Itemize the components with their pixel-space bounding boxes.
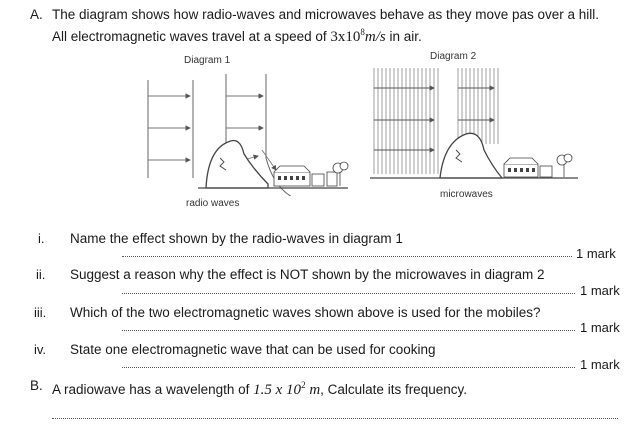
diagram2-title: Diagram 2 bbox=[430, 51, 477, 62]
section-a-intro-line2 bbox=[52, 24, 422, 46]
speed-exponent: 8 bbox=[360, 27, 365, 37]
section-b-label: B. bbox=[30, 378, 43, 393]
wavelength-coefficient: 1.5 x 10 bbox=[253, 382, 302, 398]
diagram1-radio-waves-figure bbox=[138, 66, 353, 196]
section-a-label: A. bbox=[30, 7, 43, 22]
mark-label: 1 mark bbox=[580, 357, 620, 372]
wavelength-value bbox=[253, 382, 320, 398]
answer-line-i[interactable] bbox=[122, 256, 572, 257]
question-number: i. bbox=[38, 231, 45, 246]
hill-shape-2 bbox=[440, 133, 502, 178]
question-text: State one electromagnetic wave that can be used for cooking bbox=[70, 342, 436, 357]
question-number: iii. bbox=[34, 305, 47, 320]
wavelength-exponent: 2 bbox=[301, 380, 306, 390]
diagram2-caption: microwaves bbox=[440, 189, 493, 200]
answer-line-iii[interactable] bbox=[122, 330, 575, 331]
section-b-prefix: A radiowave has a wavelength of bbox=[52, 382, 254, 397]
answer-line-b[interactable] bbox=[52, 418, 618, 419]
question-number: iv. bbox=[34, 342, 47, 357]
hill-shape bbox=[206, 141, 268, 189]
wavelength-unit: m bbox=[309, 382, 321, 398]
question-number: ii. bbox=[36, 267, 46, 282]
diagram1-title: Diagram 1 bbox=[184, 55, 231, 66]
section-a-intro-line1: The diagram shows how radio-waves and microwaves behave as they move pas over a hill. bbox=[52, 7, 600, 22]
speed-unit: m/s bbox=[364, 29, 386, 45]
intro-line2-suffix: in air. bbox=[385, 29, 422, 44]
answer-line-ii[interactable] bbox=[122, 293, 575, 294]
mark-label: 1 mark bbox=[580, 283, 620, 298]
diagram2-microwaves-figure bbox=[370, 64, 580, 189]
question-text: Which of the two electromagnetic waves shown above is used for the mobiles? bbox=[70, 305, 541, 320]
section-b-suffix: , Calculate its frequency. bbox=[320, 382, 467, 397]
intro-line2-prefix: All electromagnetic waves travel at a speed of bbox=[52, 29, 331, 44]
diagram1-caption: radio waves bbox=[186, 198, 240, 209]
question-text: Suggest a reason why the effect is NOT shown by the microwaves in diagram 2 bbox=[70, 267, 545, 282]
answer-line-iv[interactable] bbox=[122, 367, 575, 368]
speed-coefficient: 3x10 bbox=[330, 29, 361, 45]
mark-label: 1 mark bbox=[576, 246, 616, 261]
mark-label: 1 mark bbox=[580, 320, 620, 335]
speed-of-light-value bbox=[330, 29, 385, 45]
question-text: Name the effect shown by the radio-waves in diagram 1 bbox=[70, 231, 403, 246]
section-b-question bbox=[52, 377, 467, 399]
